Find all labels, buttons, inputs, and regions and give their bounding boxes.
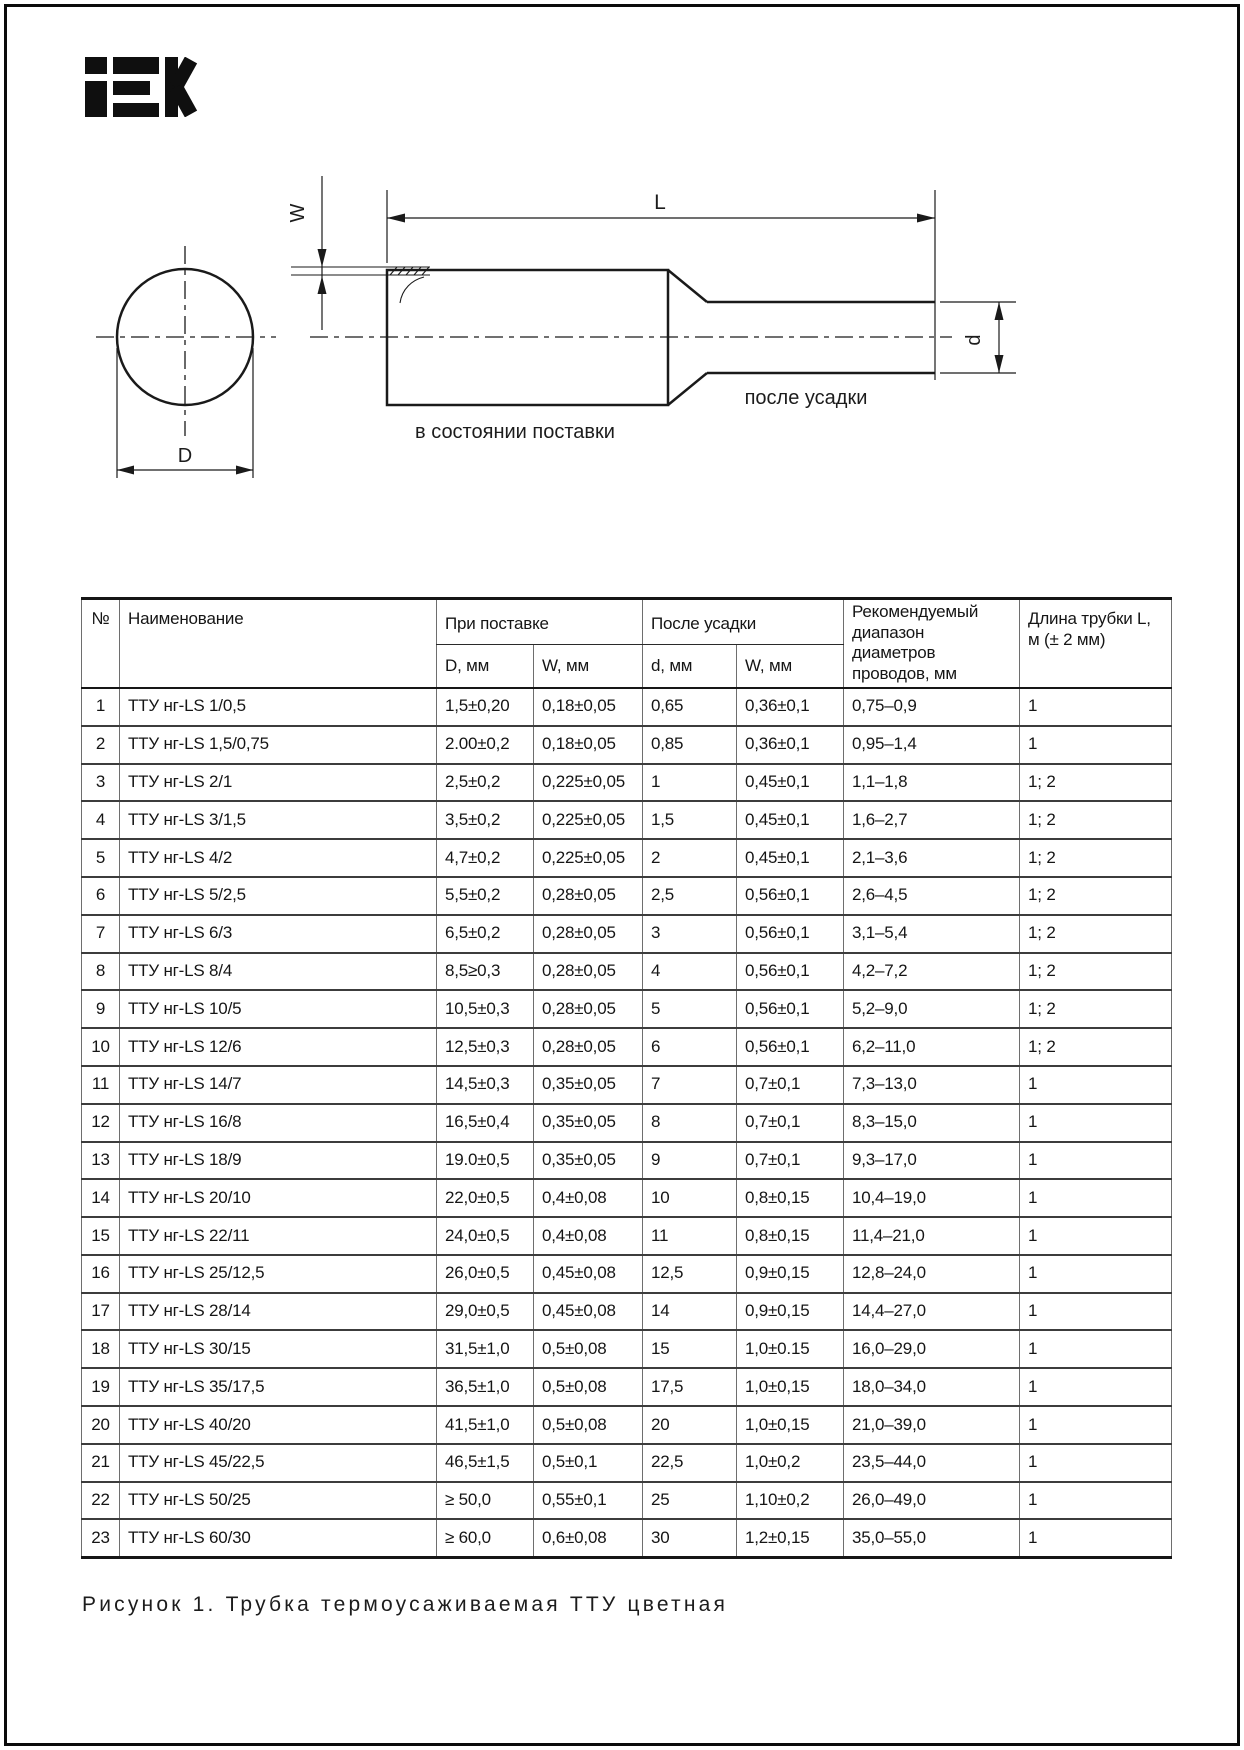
cell-W: 0,35±0,05 xyxy=(534,1066,643,1104)
cell-D: ≥ 60,0 xyxy=(437,1519,534,1557)
cell-W: 0,45±0,08 xyxy=(534,1293,643,1331)
cell-range: 16,0–29,0 xyxy=(844,1330,1020,1368)
cell-range: 3,1–5,4 xyxy=(844,915,1020,953)
cell-name: ТТУ нг-LS 50/25 xyxy=(120,1482,437,1520)
cell-range: 0,95–1,4 xyxy=(844,726,1020,764)
cell-W2: 0,8±0,15 xyxy=(737,1179,844,1217)
cell-name: ТТУ нг-LS 20/10 xyxy=(120,1179,437,1217)
cell-length: 1 xyxy=(1020,1293,1172,1331)
cell-length: 1; 2 xyxy=(1020,1028,1172,1066)
dimension-L xyxy=(387,190,935,380)
cell-d: 20 xyxy=(643,1406,737,1444)
cell-W2: 0,56±0,1 xyxy=(737,990,844,1028)
cell-range: 7,3–13,0 xyxy=(844,1066,1020,1104)
cell-W2: 0,45±0,1 xyxy=(737,839,844,877)
cell-name: ТТУ нг-LS 8/4 xyxy=(120,953,437,991)
cell-W2: 1,0±0,2 xyxy=(737,1444,844,1482)
cell-length: 1 xyxy=(1020,1217,1172,1255)
arrowhead-down-icon xyxy=(318,249,327,267)
table-row xyxy=(82,915,1172,953)
figure-caption: Рисунок 1. Трубка термоусаживаемая ТТУ цветная xyxy=(82,1593,729,1616)
cell-W2: 0,56±0,1 xyxy=(737,953,844,991)
cell-d: 7 xyxy=(643,1066,737,1104)
cell-name: ТТУ нг-LS 35/17,5 xyxy=(120,1368,437,1406)
cell-range: 21,0–39,0 xyxy=(844,1406,1020,1444)
col-header-range: Рекомендуемый диапазон диаметров проводов, мм xyxy=(844,599,1020,688)
cell-range: 1,1–1,8 xyxy=(844,764,1020,802)
cell-d: 12,5 xyxy=(643,1255,737,1293)
cell-D: 26,0±0,5 xyxy=(437,1255,534,1293)
cell-W2: 0,8±0,15 xyxy=(737,1217,844,1255)
cell-W2: 0,7±0,1 xyxy=(737,1104,844,1142)
cell-D: 6,5±0,2 xyxy=(437,915,534,953)
cell-W2: 0,45±0,1 xyxy=(737,764,844,802)
cell-D: 8,5≥0,3 xyxy=(437,953,534,991)
cell-D: ≥ 50,0 xyxy=(437,1482,534,1520)
cell-W: 0,35±0,05 xyxy=(534,1142,643,1180)
cell-d: 11 xyxy=(643,1217,737,1255)
table-row xyxy=(82,1028,1172,1066)
cell-name: ТТУ нг-LS 12/6 xyxy=(120,1028,437,1066)
cell-W: 0,28±0,05 xyxy=(534,990,643,1028)
cell-length: 1 xyxy=(1020,1406,1172,1444)
table-row xyxy=(82,801,1172,839)
cell-range: 18,0–34,0 xyxy=(844,1368,1020,1406)
cell-name: ТТУ нг-LS 1/0,5 xyxy=(120,688,437,726)
cell-d: 1,5 xyxy=(643,801,737,839)
cell-W2: 1,2±0,15 xyxy=(737,1519,844,1557)
cell-d: 8 xyxy=(643,1104,737,1142)
cell-name: ТТУ нг-LS 4/2 xyxy=(120,839,437,877)
dimension-label-D: D xyxy=(177,445,193,467)
cell-length: 1; 2 xyxy=(1020,801,1172,839)
cell-num: 12 xyxy=(82,1104,120,1142)
cell-name: ТТУ нг-LS 1,5/0,75 xyxy=(120,726,437,764)
cell-length: 1; 2 xyxy=(1020,915,1172,953)
cell-W: 0,45±0,08 xyxy=(534,1255,643,1293)
cell-W2: 0,45±0,1 xyxy=(737,801,844,839)
cell-length: 1 xyxy=(1020,1482,1172,1520)
cell-W: 0,5±0,08 xyxy=(534,1368,643,1406)
cell-range: 9,3–17,0 xyxy=(844,1142,1020,1180)
cell-num: 2 xyxy=(82,726,120,764)
cell-range: 2,1–3,6 xyxy=(844,839,1020,877)
cell-D: 14,5±0,3 xyxy=(437,1066,534,1104)
tube-diagram xyxy=(0,0,1244,560)
cell-length: 1 xyxy=(1020,1368,1172,1406)
cell-d: 0,85 xyxy=(643,726,737,764)
cell-W2: 0,36±0,1 xyxy=(737,726,844,764)
cell-range: 11,4–21,0 xyxy=(844,1217,1020,1255)
col-header-after-shrink: После усадки xyxy=(643,599,844,645)
table-row xyxy=(82,1293,1172,1331)
cell-name: ТТУ нг-LS 18/9 xyxy=(120,1142,437,1180)
cell-d: 5 xyxy=(643,990,737,1028)
col-header-D-mm: D, мм xyxy=(437,645,534,688)
cell-num: 11 xyxy=(82,1066,120,1104)
cell-d: 2 xyxy=(643,839,737,877)
cell-W: 0,18±0,05 xyxy=(534,726,643,764)
cell-W: 0,4±0,08 xyxy=(534,1179,643,1217)
cell-D: 1,5±0,20 xyxy=(437,688,534,726)
cell-length: 1 xyxy=(1020,726,1172,764)
cell-name: ТТУ нг-LS 3/1,5 xyxy=(120,801,437,839)
cell-d: 6 xyxy=(643,1028,737,1066)
cell-length: 1 xyxy=(1020,1255,1172,1293)
cell-name: ТТУ нг-LS 28/14 xyxy=(120,1293,437,1331)
table-header xyxy=(82,599,1172,688)
cell-W2: 0,56±0,1 xyxy=(737,1028,844,1066)
table-row xyxy=(82,1142,1172,1180)
cell-d: 1 xyxy=(643,764,737,802)
table-row xyxy=(82,1104,1172,1142)
cell-range: 5,2–9,0 xyxy=(844,990,1020,1028)
cell-W: 0,225±0,05 xyxy=(534,839,643,877)
cell-d: 3 xyxy=(643,915,737,953)
cell-range: 2,6–4,5 xyxy=(844,877,1020,915)
cell-num: 6 xyxy=(82,877,120,915)
cell-d: 0,65 xyxy=(643,688,737,726)
cell-num: 5 xyxy=(82,839,120,877)
cell-W: 0,4±0,08 xyxy=(534,1217,643,1255)
table-row xyxy=(82,1330,1172,1368)
cell-D: 4,7±0,2 xyxy=(437,839,534,877)
cell-num: 7 xyxy=(82,915,120,953)
cell-D: 12,5±0,3 xyxy=(437,1028,534,1066)
cross-section-view xyxy=(96,246,276,436)
cell-num: 10 xyxy=(82,1028,120,1066)
dimension-W xyxy=(287,176,327,330)
cell-length: 1 xyxy=(1020,1066,1172,1104)
cell-name: ТТУ нг-LS 14/7 xyxy=(120,1066,437,1104)
cell-name: ТТУ нг-LS 16/8 xyxy=(120,1104,437,1142)
cell-name: ТТУ нг-LS 45/22,5 xyxy=(120,1444,437,1482)
cell-name: ТТУ нг-LS 40/20 xyxy=(120,1406,437,1444)
cell-length: 1 xyxy=(1020,1179,1172,1217)
table-row xyxy=(82,953,1172,991)
cell-d: 9 xyxy=(643,1142,737,1180)
cell-D: 16,5±0,4 xyxy=(437,1104,534,1142)
cell-num: 17 xyxy=(82,1293,120,1331)
cell-length: 1 xyxy=(1020,1104,1172,1142)
cell-num: 13 xyxy=(82,1142,120,1180)
cell-D: 3,5±0,2 xyxy=(437,801,534,839)
cell-W2: 0,56±0,1 xyxy=(737,877,844,915)
cell-num: 8 xyxy=(82,953,120,991)
col-header-W2-mm: W, мм xyxy=(737,645,844,688)
cell-W: 0,6±0,08 xyxy=(534,1519,643,1557)
cell-W: 0,28±0,05 xyxy=(534,877,643,915)
cell-length: 1 xyxy=(1020,688,1172,726)
dimension-label-d: d xyxy=(963,334,985,346)
table-row xyxy=(82,1179,1172,1217)
cell-num: 18 xyxy=(82,1330,120,1368)
col-header-num: № xyxy=(82,599,120,688)
cell-d: 2,5 xyxy=(643,877,737,915)
cell-num: 22 xyxy=(82,1482,120,1520)
cell-D: 24,0±0,5 xyxy=(437,1217,534,1255)
cell-num: 23 xyxy=(82,1519,120,1557)
cell-length: 1; 2 xyxy=(1020,764,1172,802)
cell-num: 21 xyxy=(82,1444,120,1482)
cell-d: 25 xyxy=(643,1482,737,1520)
cell-D: 10,5±0,3 xyxy=(437,990,534,1028)
cell-D: 2.00±0,2 xyxy=(437,726,534,764)
cell-range: 26,0–49,0 xyxy=(844,1482,1020,1520)
cell-range: 0,75–0,9 xyxy=(844,688,1020,726)
col-header-length: Длина трубки L, м (± 2 мм) xyxy=(1020,599,1172,688)
cell-range: 35,0–55,0 xyxy=(844,1519,1020,1557)
cell-W: 0,55±0,1 xyxy=(534,1482,643,1520)
cell-W2: 0,9±0,15 xyxy=(737,1293,844,1331)
table-row xyxy=(82,1482,1172,1520)
cell-W2: 0,9±0,15 xyxy=(737,1255,844,1293)
table-row xyxy=(82,764,1172,802)
cell-name: ТТУ нг-LS 2/1 xyxy=(120,764,437,802)
cell-name: ТТУ нг-LS 25/12,5 xyxy=(120,1255,437,1293)
table-row xyxy=(82,1217,1172,1255)
cell-W: 0,225±0,05 xyxy=(534,801,643,839)
supply-state-label: в состоянии поставки xyxy=(415,421,615,443)
col-header-W-mm: W, мм xyxy=(534,645,643,688)
cell-W2: 1,0±0,15 xyxy=(737,1406,844,1444)
arrowhead-right-icon xyxy=(236,466,253,475)
cell-length: 1; 2 xyxy=(1020,953,1172,991)
cell-num: 3 xyxy=(82,764,120,802)
cell-name: ТТУ нг-LS 22/11 xyxy=(120,1217,437,1255)
cell-num: 4 xyxy=(82,801,120,839)
cell-W: 0,18±0,05 xyxy=(534,688,643,726)
cell-num: 14 xyxy=(82,1179,120,1217)
cell-d: 30 xyxy=(643,1519,737,1557)
arrowhead-right-icon xyxy=(917,214,935,223)
table-row xyxy=(82,839,1172,877)
cell-range: 14,4–27,0 xyxy=(844,1293,1020,1331)
cell-D: 29,0±0,5 xyxy=(437,1293,534,1331)
arrowhead-left-icon xyxy=(117,466,134,475)
cell-D: 19.0±0,5 xyxy=(437,1142,534,1180)
cell-D: 22,0±0,5 xyxy=(437,1179,534,1217)
cell-W: 0,28±0,05 xyxy=(534,953,643,991)
cell-num: 15 xyxy=(82,1217,120,1255)
cell-W2: 0,36±0,1 xyxy=(737,688,844,726)
cell-W: 0,5±0,08 xyxy=(534,1406,643,1444)
cell-D: 46,5±1,5 xyxy=(437,1444,534,1482)
table-row xyxy=(82,990,1172,1028)
cell-range: 4,2–7,2 xyxy=(844,953,1020,991)
cell-length: 1 xyxy=(1020,1142,1172,1180)
dimension-label-W: W xyxy=(287,203,309,223)
cell-W: 0,28±0,05 xyxy=(534,1028,643,1066)
cell-length: 1; 2 xyxy=(1020,839,1172,877)
cell-W2: 0,56±0,1 xyxy=(737,915,844,953)
cell-num: 1 xyxy=(82,688,120,726)
cell-W: 0,5±0,1 xyxy=(534,1444,643,1482)
table-row xyxy=(82,1255,1172,1293)
cell-W2: 1,0±0.15 xyxy=(737,1330,844,1368)
cell-length: 1 xyxy=(1020,1444,1172,1482)
cell-num: 9 xyxy=(82,990,120,1028)
cell-d: 10 xyxy=(643,1179,737,1217)
spec-table xyxy=(81,597,1172,1559)
after-shrink-label: после усадки xyxy=(744,387,868,409)
cell-length: 1 xyxy=(1020,1519,1172,1557)
cell-name: ТТУ нг-LS 5/2,5 xyxy=(120,877,437,915)
cell-D: 31,5±1,0 xyxy=(437,1330,534,1368)
cell-num: 20 xyxy=(82,1406,120,1444)
cell-range: 8,3–15,0 xyxy=(844,1104,1020,1142)
cell-d: 15 xyxy=(643,1330,737,1368)
cell-W: 0,225±0,05 xyxy=(534,764,643,802)
wall-section-detail xyxy=(291,267,430,303)
cell-D: 41,5±1,0 xyxy=(437,1406,534,1444)
cell-W2: 0,7±0,1 xyxy=(737,1066,844,1104)
table-row xyxy=(82,1368,1172,1406)
cell-name: ТТУ нг-LS 10/5 xyxy=(120,990,437,1028)
cell-D: 2,5±0,2 xyxy=(437,764,534,802)
cell-W: 0,35±0,05 xyxy=(534,1104,643,1142)
cell-D: 36,5±1,0 xyxy=(437,1368,534,1406)
arrowhead-left-icon xyxy=(387,214,405,223)
cell-length: 1; 2 xyxy=(1020,877,1172,915)
arrowhead-down-icon xyxy=(995,355,1004,373)
cell-name: ТТУ нг-LS 30/15 xyxy=(120,1330,437,1368)
cell-W2: 1,0±0,15 xyxy=(737,1368,844,1406)
cell-range: 12,8–24,0 xyxy=(844,1255,1020,1293)
col-header-name: Наименование xyxy=(120,599,437,688)
cell-d: 4 xyxy=(643,953,737,991)
dimension-label-L: L xyxy=(654,191,666,214)
cell-W: 0,5±0,08 xyxy=(534,1330,643,1368)
cell-num: 19 xyxy=(82,1368,120,1406)
table-row xyxy=(82,1066,1172,1104)
cell-W2: 1,10±0,2 xyxy=(737,1482,844,1520)
cell-W: 0,28±0,05 xyxy=(534,915,643,953)
table-row xyxy=(82,726,1172,764)
arrowhead-up-icon xyxy=(318,276,327,294)
table-row xyxy=(82,1444,1172,1482)
cell-name: ТТУ нг-LS 60/30 xyxy=(120,1519,437,1557)
cell-name: ТТУ нг-LS 6/3 xyxy=(120,915,437,953)
col-header-at-supply: При поставке xyxy=(437,599,643,645)
table-row xyxy=(82,1519,1172,1557)
cell-num: 16 xyxy=(82,1255,120,1293)
cell-D: 5,5±0,2 xyxy=(437,877,534,915)
cell-range: 10,4–19,0 xyxy=(844,1179,1020,1217)
cell-range: 6,2–11,0 xyxy=(844,1028,1020,1066)
table-body xyxy=(82,688,1172,1557)
col-header-d-mm: d, мм xyxy=(643,645,737,688)
cell-W2: 0,7±0,1 xyxy=(737,1142,844,1180)
table-row xyxy=(82,877,1172,915)
cell-d: 17,5 xyxy=(643,1368,737,1406)
cell-d: 14 xyxy=(643,1293,737,1331)
cell-length: 1 xyxy=(1020,1330,1172,1368)
cell-range: 23,5–44,0 xyxy=(844,1444,1020,1482)
table-row xyxy=(82,1406,1172,1444)
cell-range: 1,6–2,7 xyxy=(844,801,1020,839)
table-row xyxy=(82,688,1172,726)
cell-length: 1; 2 xyxy=(1020,990,1172,1028)
arrowhead-up-icon xyxy=(995,302,1004,320)
cell-d: 22,5 xyxy=(643,1444,737,1482)
